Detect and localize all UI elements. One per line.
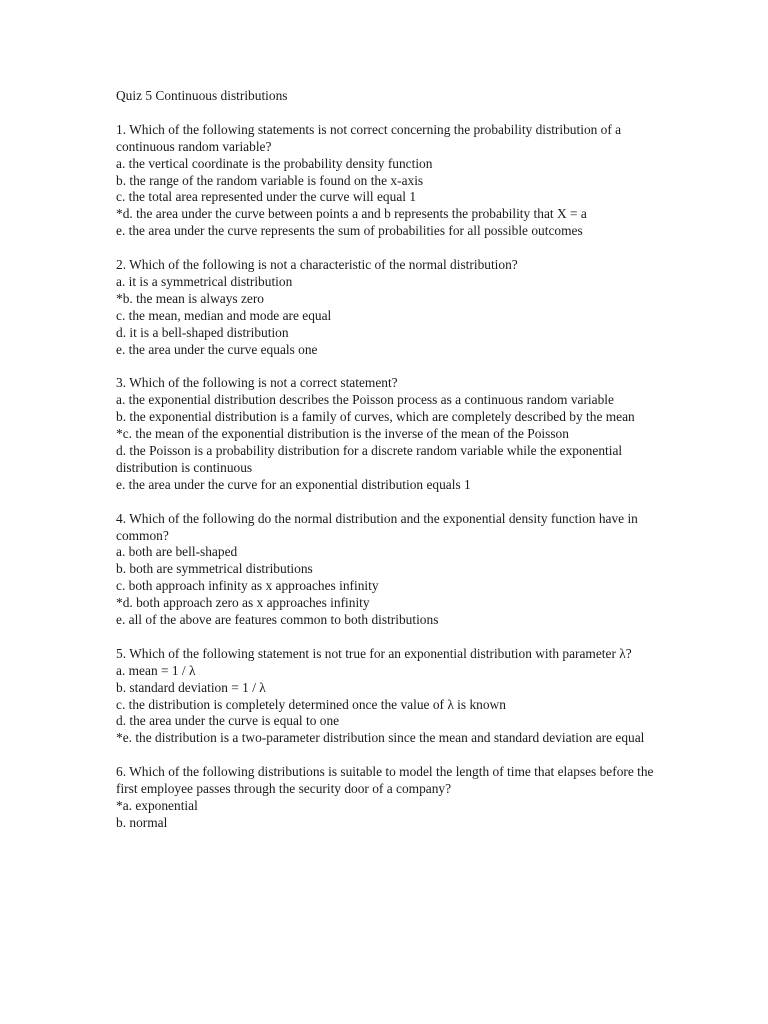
question-6 bbox=[116, 764, 656, 832]
option-b: b. the range of the random variable is found on the x-axis bbox=[116, 172, 424, 188]
option-d: d. the Poisson is a probability distribution for a discrete random variable while the exponential distribution is continuous bbox=[116, 442, 623, 475]
option-c: c. the mean, median and mode are equal bbox=[116, 307, 332, 323]
option-b: *b. the mean is always zero bbox=[116, 290, 264, 306]
document-page bbox=[116, 88, 656, 849]
option-e: *e. the distribution is a two-parameter distribution since the mean and standard deviation are equal bbox=[116, 730, 645, 746]
question-2 bbox=[116, 257, 656, 358]
question-3 bbox=[116, 375, 656, 493]
option-e: e. all of the above are features common to both distributions bbox=[116, 612, 439, 628]
option-a: a. mean = 1 / λ bbox=[116, 662, 196, 678]
option-a: a. the exponential distribution describes the Poisson process as a continuous random variable bbox=[116, 392, 614, 408]
option-b: b. the exponential distribution is a family of curves, which are completely described by the mean bbox=[116, 409, 635, 425]
question-text: 2. Which of the following is not a characteristic of the normal distribution? bbox=[116, 257, 518, 273]
option-c: c. both approach infinity as x approaches infinity bbox=[116, 578, 379, 594]
option-b: b. standard deviation = 1 / λ bbox=[116, 679, 266, 695]
option-c: c. the distribution is completely determined once the value of λ is known bbox=[116, 696, 506, 712]
option-e: e. the area under the curve represents the sum of probabilities for all possible outcomes bbox=[116, 223, 583, 239]
option-d: *d. both approach zero as x approaches infinity bbox=[116, 595, 370, 611]
option-e: e. the area under the curve for an exponential distribution equals 1 bbox=[116, 476, 471, 492]
question-text: 1. Which of the following statements is not correct concerning the probability distribution of a continuous random variable? bbox=[116, 121, 622, 154]
question-4 bbox=[116, 511, 656, 629]
question-text: 5. Which of the following statement is not true for an exponential distribution with parameter λ? bbox=[116, 645, 632, 661]
option-a: a. it is a symmetrical distribution bbox=[116, 273, 293, 289]
option-e: e. the area under the curve equals one bbox=[116, 341, 318, 357]
option-d: d. the area under the curve is equal to one bbox=[116, 713, 340, 729]
option-b: b. both are symmetrical distributions bbox=[116, 561, 313, 577]
option-a: a. the vertical coordinate is the probability density function bbox=[116, 155, 433, 171]
question-1 bbox=[116, 122, 656, 240]
option-a: *a. exponential bbox=[116, 797, 198, 813]
option-d: *d. the area under the curve between points a and b represents the probability that X = a bbox=[116, 206, 587, 222]
option-c: c. the total area represented under the curve will equal 1 bbox=[116, 189, 417, 205]
question-text: 3. Which of the following is not a correct statement? bbox=[116, 375, 398, 391]
question-text: 6. Which of the following distributions is suitable to model the length of time that elapses before the first employee passes through the security door of a company? bbox=[116, 764, 654, 797]
document-title: Quiz 5 Continuous distributions bbox=[116, 88, 288, 103]
option-d: d. it is a bell-shaped distribution bbox=[116, 324, 289, 340]
option-b: b. normal bbox=[116, 814, 168, 830]
option-a: a. both are bell-shaped bbox=[116, 544, 238, 560]
option-c: *c. the mean of the exponential distribution is the inverse of the mean of the Poisson bbox=[116, 426, 569, 442]
question-5 bbox=[116, 646, 656, 747]
question-text: 4. Which of the following do the normal distribution and the exponential density function have in common? bbox=[116, 510, 638, 543]
